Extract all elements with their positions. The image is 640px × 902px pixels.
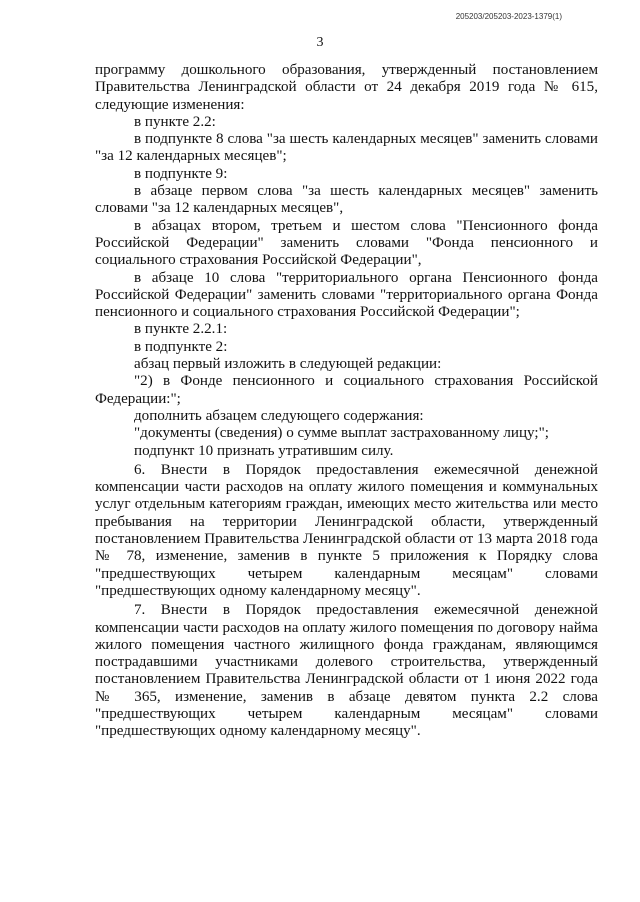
paragraph: в пункте 2.2.1:	[134, 321, 228, 338]
paragraph: "2) в Фонде пенсионного и социального страхования Российской Федерации:";	[95, 373, 598, 407]
paragraph-item-6: 6. Внести в Порядок предоставления ежемесячной денежной компенсации части расходов на оплату жилого помещения и коммунальных услуг отдельным категориям граждан, имеющих место жительства или место пребывания на территории Ленинградской области, утвержденный постановлением Правительства Ленинградской области от 13 марта 2018 года № 78, изменение, заменив в пункте 5 приложения к Порядку слова "предшествующих четырем календарным месяцам" словами "предшествующих одному календарному месяцу".	[95, 461, 598, 599]
paragraph: в абзаце первом слова "за шесть календарных месяцев" заменить словами "за 12 календарных месяцев",	[95, 183, 598, 217]
paragraph-item-7: 7. Внести в Порядок предоставления ежемесячной денежной компенсации части расходов на оплату жилого помещения по договору найма жилого помещения частного жилищного фонда гражданам, являющимся пострадавшими участниками долевого строительства, утвержденный постановлением Правительства Ленинградской области от 1 июня 2022 года № 365, изменение, заменив в абзаце девятом пункта 2.2 слова "предшествующих четырем календарным месяцам" словами "предшествующих одному календарному месяцу".	[95, 602, 598, 740]
paragraph: в абзацах втором, третьем и шестом слова "Пенсионного фонда Российской Федерации" заменить словами "Фонда пенсионного и социального страхования Российской Федерации",	[95, 217, 598, 269]
paragraph: дополнить абзацем следующего содержания:	[134, 407, 424, 424]
page-number: 3	[316, 35, 324, 50]
paragraph: абзац первый изложить в следующей редакции:	[134, 356, 442, 373]
paragraph: в подпункте 8 слова "за шесть календарных месяцев" заменить словами "за 12 календарных месяцев";	[95, 131, 598, 165]
paragraph: "документы (сведения) о сумме выплат застрахованному лицу;";	[134, 425, 549, 442]
document-id: 205203/205203-2023-1379(1)	[455, 12, 562, 21]
paragraph: в абзаце 10 слова "территориального органа Пенсионного фонда Российской Федерации" заменить словами "территориального органа Фонда пенсионного и социального страхования Российской Федерации";	[95, 269, 598, 321]
paragraph: в пункте 2.2:	[134, 113, 216, 130]
paragraph: в подпункте 2:	[134, 338, 228, 355]
paragraph: подпункт 10 признать утратившим силу.	[134, 442, 394, 459]
paragraph-continuation: программу дошкольного образования, утвержденный постановлением Правительства Ленинградской области от 24 декабря 2019 года № 615, следующие изменения:	[95, 62, 598, 113]
paragraph: в подпункте 9:	[134, 165, 228, 182]
document-body	[95, 62, 598, 741]
